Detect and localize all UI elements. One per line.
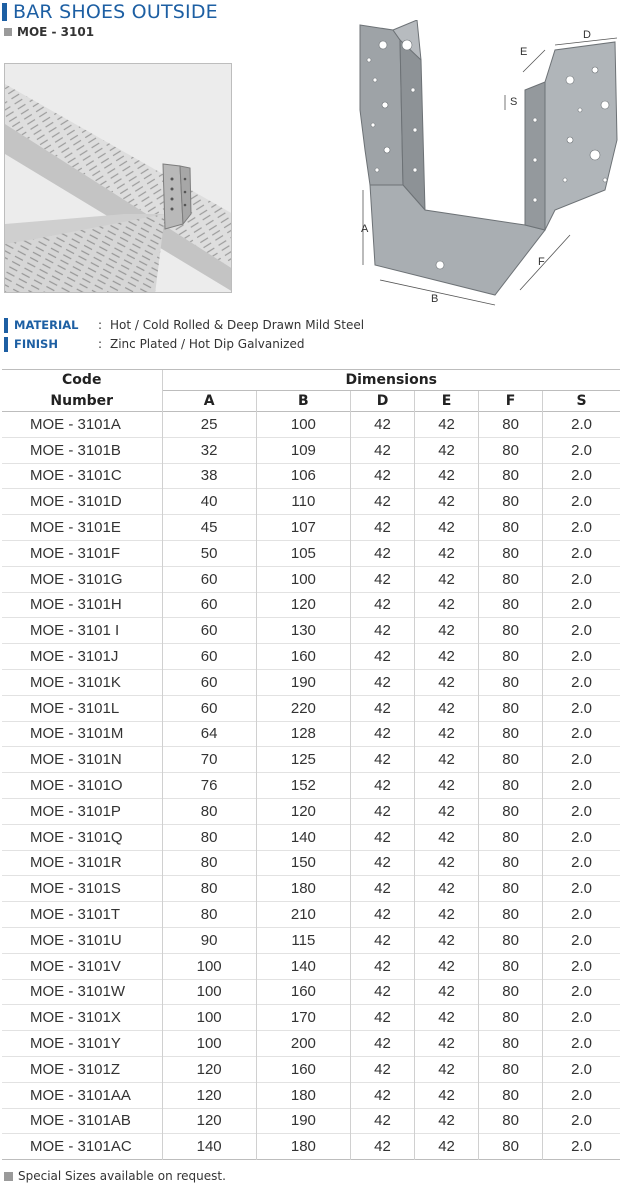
- code-cell: MOE - 3101M: [30, 725, 124, 743]
- dimension-cell: 60: [162, 695, 256, 721]
- dimension-cell: 50: [162, 540, 256, 566]
- dimension-cell: 42: [415, 515, 479, 541]
- spec-finish-label: FINISH: [14, 337, 58, 351]
- dimension-cell: 42: [351, 721, 415, 747]
- code-cell: MOE - 3101Y: [30, 1035, 121, 1053]
- dimension-cell: 2.0: [543, 669, 620, 695]
- dimension-cell: 42: [415, 953, 479, 979]
- dimension-cell: 42: [415, 773, 479, 799]
- dimension-cell: 38: [162, 463, 256, 489]
- dimension-cell: 80: [479, 566, 543, 592]
- dimension-cell: 42: [351, 463, 415, 489]
- dimension-cell: 2.0: [543, 927, 620, 953]
- dimension-cell: 160: [256, 1056, 350, 1082]
- dimension-cell: 80: [162, 902, 256, 928]
- table-row: [2, 876, 620, 902]
- dimension-cell: 42: [351, 566, 415, 592]
- column-header: E: [415, 391, 479, 412]
- dimension-cell: 80: [479, 1108, 543, 1134]
- table-row: [2, 695, 620, 721]
- dimension-cell: 42: [351, 412, 415, 438]
- dimension-cell: 42: [415, 850, 479, 876]
- code-cell: MOE - 3101G: [30, 570, 123, 588]
- dimension-cell: 100: [256, 566, 350, 592]
- dimension-cell: 2.0: [543, 721, 620, 747]
- dimension-cell: 42: [415, 566, 479, 592]
- dimension-cell: 80: [162, 850, 256, 876]
- dimension-cell: 42: [351, 1134, 415, 1160]
- table-row: [2, 1134, 620, 1160]
- dimension-cell: 42: [415, 695, 479, 721]
- dimension-cell: 42: [415, 876, 479, 902]
- dimensions-table: [2, 369, 620, 1160]
- dimension-cell: 80: [479, 463, 543, 489]
- table-row: [2, 979, 620, 1005]
- dimension-cell: 80: [479, 824, 543, 850]
- spec-material-value: Hot / Cold Rolled & Deep Drawn Mild Steel: [110, 318, 365, 332]
- dimension-cell: 42: [415, 824, 479, 850]
- dimension-cell: 42: [415, 489, 479, 515]
- dimension-cell: 160: [256, 644, 350, 670]
- dimension-cell: 80: [479, 1056, 543, 1082]
- dimension-cell: 80: [479, 669, 543, 695]
- dimension-label-a: A: [361, 223, 369, 235]
- dimension-cell: 2.0: [543, 747, 620, 773]
- spec-accent-bar: [4, 337, 8, 352]
- dimension-cell: 42: [351, 644, 415, 670]
- dimension-cell: 42: [415, 540, 479, 566]
- dimension-cell: 80: [479, 953, 543, 979]
- code-cell: MOE - 3101N: [30, 751, 122, 769]
- dimension-cell: 80: [479, 644, 543, 670]
- grey-square-bullet-icon: [4, 28, 12, 36]
- code-cell: MOE - 3101L: [30, 699, 120, 717]
- dimension-cell: 180: [256, 1134, 350, 1160]
- dimension-cell: 140: [256, 953, 350, 979]
- table-row: [2, 540, 620, 566]
- dimension-cell: 115: [256, 927, 350, 953]
- dimension-cell: 80: [479, 618, 543, 644]
- dimension-cell: 80: [479, 876, 543, 902]
- dimension-cell: 42: [415, 618, 479, 644]
- table-row: [2, 902, 620, 928]
- dimension-cell: 76: [162, 773, 256, 799]
- dimension-cell: 42: [415, 1031, 479, 1057]
- dimension-cell: 32: [162, 437, 256, 463]
- dimension-cell: 42: [351, 876, 415, 902]
- table-row: [2, 1056, 620, 1082]
- dimension-cell: 60: [162, 669, 256, 695]
- dimension-cell: 105: [256, 540, 350, 566]
- dimension-cell: 80: [479, 1005, 543, 1031]
- column-header: A: [162, 391, 256, 412]
- dimension-cell: 42: [351, 618, 415, 644]
- dimension-cell: 42: [351, 798, 415, 824]
- dimension-cell: 2.0: [543, 1005, 620, 1031]
- dimension-cell: 2.0: [543, 953, 620, 979]
- dimension-cell: 42: [415, 721, 479, 747]
- dimension-cell: 140: [162, 1134, 256, 1160]
- dimension-cell: 120: [162, 1056, 256, 1082]
- dimension-cell: 160: [256, 979, 350, 1005]
- dimension-cell: 2.0: [543, 824, 620, 850]
- dimension-cell: 80: [479, 773, 543, 799]
- dimension-cell: 190: [256, 1108, 350, 1134]
- dimension-cell: 2.0: [543, 695, 620, 721]
- number-header: Number: [50, 392, 114, 409]
- code-cell: MOE - 3101AA: [30, 1086, 131, 1104]
- dimension-cell: 2.0: [543, 850, 620, 876]
- dimension-cell: 42: [415, 412, 479, 438]
- dimension-cell: 80: [479, 747, 543, 773]
- dimensions-header: Dimensions: [162, 370, 620, 391]
- page-title: BAR SHOES OUTSIDE: [13, 1, 218, 23]
- dimension-cell: 2.0: [543, 1134, 620, 1160]
- dimension-cell: 170: [256, 1005, 350, 1031]
- table-row: [2, 773, 620, 799]
- dimension-cell: 2.0: [543, 489, 620, 515]
- dimension-cell: 200: [256, 1031, 350, 1057]
- dimension-cell: 64: [162, 721, 256, 747]
- dimension-cell: 80: [479, 412, 543, 438]
- dimension-cell: 42: [415, 747, 479, 773]
- table-body: [2, 412, 620, 1160]
- code-cell: MOE - 3101A: [30, 415, 121, 433]
- dimension-cell: 45: [162, 515, 256, 541]
- dimension-cell: 2.0: [543, 979, 620, 1005]
- dimension-cell: 80: [479, 850, 543, 876]
- code-cell: MOE - 3101U: [30, 931, 122, 949]
- dimension-cell: 2.0: [543, 1108, 620, 1134]
- dimension-cell: 42: [415, 1005, 479, 1031]
- dimension-cell: 2.0: [543, 644, 620, 670]
- dimension-cell: 60: [162, 644, 256, 670]
- code-cell: MOE - 3101F: [30, 544, 121, 562]
- dimension-cell: 42: [351, 773, 415, 799]
- dimension-cell: 80: [479, 927, 543, 953]
- dimension-cell: 220: [256, 695, 350, 721]
- code-cell: MOE - 3101D: [30, 493, 122, 511]
- dimension-cell: 80: [479, 798, 543, 824]
- title-accent-bar: [2, 3, 7, 21]
- table-row: [2, 747, 620, 773]
- code-cell: MOE - 3101V: [30, 957, 121, 975]
- dimension-cell: 42: [415, 979, 479, 1005]
- dimension-cell: 60: [162, 592, 256, 618]
- dimension-cell: 42: [351, 927, 415, 953]
- table-row: [2, 515, 620, 541]
- code-cell: MOE - 3101E: [30, 519, 121, 537]
- spec-finish-value: Zinc Plated / Hot Dip Galvanized: [110, 337, 305, 351]
- dimension-cell: 60: [162, 618, 256, 644]
- spec-colon: :: [98, 318, 103, 332]
- dimension-cell: 140: [256, 824, 350, 850]
- dimension-cell: 120: [162, 1108, 256, 1134]
- code-cell: MOE - 3101S: [30, 880, 121, 898]
- dimension-cell: 109: [256, 437, 350, 463]
- installation-photo: [4, 63, 232, 293]
- dimension-cell: 2.0: [543, 618, 620, 644]
- dimension-cell: 25: [162, 412, 256, 438]
- dimension-cell: 42: [351, 1108, 415, 1134]
- dimension-cell: 100: [162, 1005, 256, 1031]
- dimension-cell: 2.0: [543, 773, 620, 799]
- dimension-cell: 80: [479, 979, 543, 1005]
- dimension-cell: 80: [162, 824, 256, 850]
- dimension-cell: 42: [351, 850, 415, 876]
- dimension-cell: 80: [479, 721, 543, 747]
- code-cell: MOE - 3101O: [30, 777, 123, 795]
- dimension-cell: 42: [351, 1082, 415, 1108]
- dimension-cell: 100: [162, 1031, 256, 1057]
- column-header: D: [351, 391, 415, 412]
- column-header: F: [479, 391, 543, 412]
- dimension-cell: 110: [256, 489, 350, 515]
- footnote-text: Special Sizes available on request.: [18, 1169, 226, 1183]
- table-row: [2, 721, 620, 747]
- dimension-label-e: E: [520, 46, 528, 58]
- dimension-cell: 42: [415, 1134, 479, 1160]
- dimension-cell: 42: [351, 592, 415, 618]
- dimension-cell: 2.0: [543, 1082, 620, 1108]
- product-code-row: [4, 24, 94, 40]
- dimension-cell: 120: [256, 798, 350, 824]
- dimension-cell: 2.0: [543, 540, 620, 566]
- code-cell: MOE - 3101C: [30, 467, 122, 485]
- dimension-cell: 40: [162, 489, 256, 515]
- dimension-cell: 42: [415, 927, 479, 953]
- dimension-cell: 80: [479, 592, 543, 618]
- page-title-row: [2, 0, 218, 24]
- dimension-cell: 42: [351, 1005, 415, 1031]
- dimension-cell: 80: [479, 695, 543, 721]
- dimension-cell: 80: [162, 876, 256, 902]
- dimension-cell: 42: [415, 437, 479, 463]
- dimension-cell: 42: [415, 644, 479, 670]
- dimension-cell: 2.0: [543, 463, 620, 489]
- dimension-cell: 42: [351, 747, 415, 773]
- dimension-cell: 2.0: [543, 1031, 620, 1057]
- dimension-label-s: S: [510, 96, 518, 108]
- spec-colon: :: [98, 337, 103, 351]
- dimension-label-b: B: [431, 293, 439, 305]
- code-cell: MOE - 3101P: [30, 802, 121, 820]
- dimension-cell: 152: [256, 773, 350, 799]
- code-cell: MOE - 3101T: [30, 906, 121, 924]
- table-row: [2, 463, 620, 489]
- product-code: MOE - 3101: [17, 25, 95, 39]
- dimension-cell: 80: [479, 540, 543, 566]
- dimension-cell: 42: [351, 695, 415, 721]
- dimension-cell: 107: [256, 515, 350, 541]
- dimension-cell: 190: [256, 669, 350, 695]
- dimension-cell: 80: [479, 437, 543, 463]
- dimension-cell: 80: [479, 489, 543, 515]
- dimension-cell: 2.0: [543, 437, 620, 463]
- table-row: [2, 644, 620, 670]
- table-row: [2, 953, 620, 979]
- dimension-cell: 42: [351, 489, 415, 515]
- dimension-cell: 42: [351, 824, 415, 850]
- table-row: [2, 618, 620, 644]
- dimension-cell: 42: [351, 902, 415, 928]
- code-cell: MOE - 3101X: [30, 1009, 121, 1027]
- code-cell: MOE - 3101W: [30, 983, 126, 1001]
- table-row: [2, 927, 620, 953]
- dimension-cell: 42: [415, 798, 479, 824]
- dimension-cell: 42: [415, 669, 479, 695]
- dimension-cell: 42: [415, 463, 479, 489]
- dimension-cell: 80: [479, 1082, 543, 1108]
- dimension-cell: 42: [415, 902, 479, 928]
- code-cell: MOE - 3101AB: [30, 1112, 131, 1130]
- dimension-cell: 2.0: [543, 902, 620, 928]
- code-cell: MOE - 3101AC: [30, 1138, 132, 1156]
- dimension-cell: 180: [256, 1082, 350, 1108]
- dimension-cell: 42: [351, 1056, 415, 1082]
- dimension-cell: 80: [479, 515, 543, 541]
- code-cell: MOE - 3101R: [30, 854, 122, 872]
- table-row: [2, 798, 620, 824]
- dimension-cell: 100: [256, 412, 350, 438]
- code-cell: MOE - 3101B: [30, 441, 121, 459]
- code-cell: MOE - 3101H: [30, 596, 122, 614]
- grey-square-bullet-icon: [4, 1172, 13, 1181]
- dimension-cell: 130: [256, 618, 350, 644]
- dimension-cell: 42: [351, 1031, 415, 1057]
- dimension-cell: 60: [162, 566, 256, 592]
- dimension-cell: 106: [256, 463, 350, 489]
- dimension-cell: 210: [256, 902, 350, 928]
- column-header: S: [543, 391, 620, 412]
- dimension-cell: 2.0: [543, 515, 620, 541]
- dimension-cell: 80: [479, 1031, 543, 1057]
- table-row: [2, 412, 620, 438]
- code-cell: MOE - 3101Q: [30, 828, 123, 846]
- dimension-cell: 42: [415, 1056, 479, 1082]
- table-row: [2, 566, 620, 592]
- table-row: [2, 592, 620, 618]
- dimension-cell: 2.0: [543, 798, 620, 824]
- dimension-cell: 120: [256, 592, 350, 618]
- code-header: Code: [2, 370, 162, 391]
- dimension-cell: 120: [162, 1082, 256, 1108]
- table-row: [2, 669, 620, 695]
- dimension-cell: 2.0: [543, 412, 620, 438]
- spec-material-label: MATERIAL: [14, 318, 79, 332]
- table-row: [2, 850, 620, 876]
- table-row: [2, 489, 620, 515]
- code-cell: MOE - 3101J: [30, 648, 119, 666]
- dimension-cell: 42: [415, 1108, 479, 1134]
- dimension-cell: 70: [162, 747, 256, 773]
- dimension-cell: 90: [162, 927, 256, 953]
- table-row: [2, 1031, 620, 1057]
- dimension-cell: 80: [162, 798, 256, 824]
- table-row: [2, 1082, 620, 1108]
- spec-material: [4, 316, 364, 334]
- table-row: [2, 1005, 620, 1031]
- dimension-cell: 125: [256, 747, 350, 773]
- dimension-cell: 100: [162, 953, 256, 979]
- dimension-cell: 42: [415, 1082, 479, 1108]
- table-row: [2, 1108, 620, 1134]
- dimension-cell: 80: [479, 1134, 543, 1160]
- column-header: B: [256, 391, 350, 412]
- dimension-cell: 2.0: [543, 566, 620, 592]
- footnote: [4, 1167, 226, 1185]
- code-cell: MOE - 3101 I: [30, 622, 120, 640]
- dimension-cell: 2.0: [543, 876, 620, 902]
- table-row: [2, 437, 620, 463]
- dimension-cell: 42: [351, 979, 415, 1005]
- dimension-cell: 2.0: [543, 1056, 620, 1082]
- dimension-cell: 42: [351, 515, 415, 541]
- code-cell: MOE - 3101Z: [30, 1060, 121, 1078]
- dimension-cell: 42: [351, 953, 415, 979]
- dimension-cell: 180: [256, 876, 350, 902]
- dimension-cell: 42: [351, 437, 415, 463]
- bracket-technical-drawing: [355, 20, 625, 310]
- spec-finish: [4, 335, 304, 353]
- dimension-cell: 42: [351, 669, 415, 695]
- dimension-cell: 2.0: [543, 592, 620, 618]
- dimension-cell: 150: [256, 850, 350, 876]
- dimension-label-d: D: [583, 29, 591, 41]
- table-row: [2, 824, 620, 850]
- dimension-cell: 100: [162, 979, 256, 1005]
- dimension-cell: 42: [415, 592, 479, 618]
- code-cell: MOE - 3101K: [30, 673, 121, 691]
- dimension-cell: 80: [479, 902, 543, 928]
- dimension-cell: 42: [351, 540, 415, 566]
- dimension-cell: 128: [256, 721, 350, 747]
- spec-accent-bar: [4, 318, 8, 333]
- dimension-label-f: F: [538, 256, 545, 268]
